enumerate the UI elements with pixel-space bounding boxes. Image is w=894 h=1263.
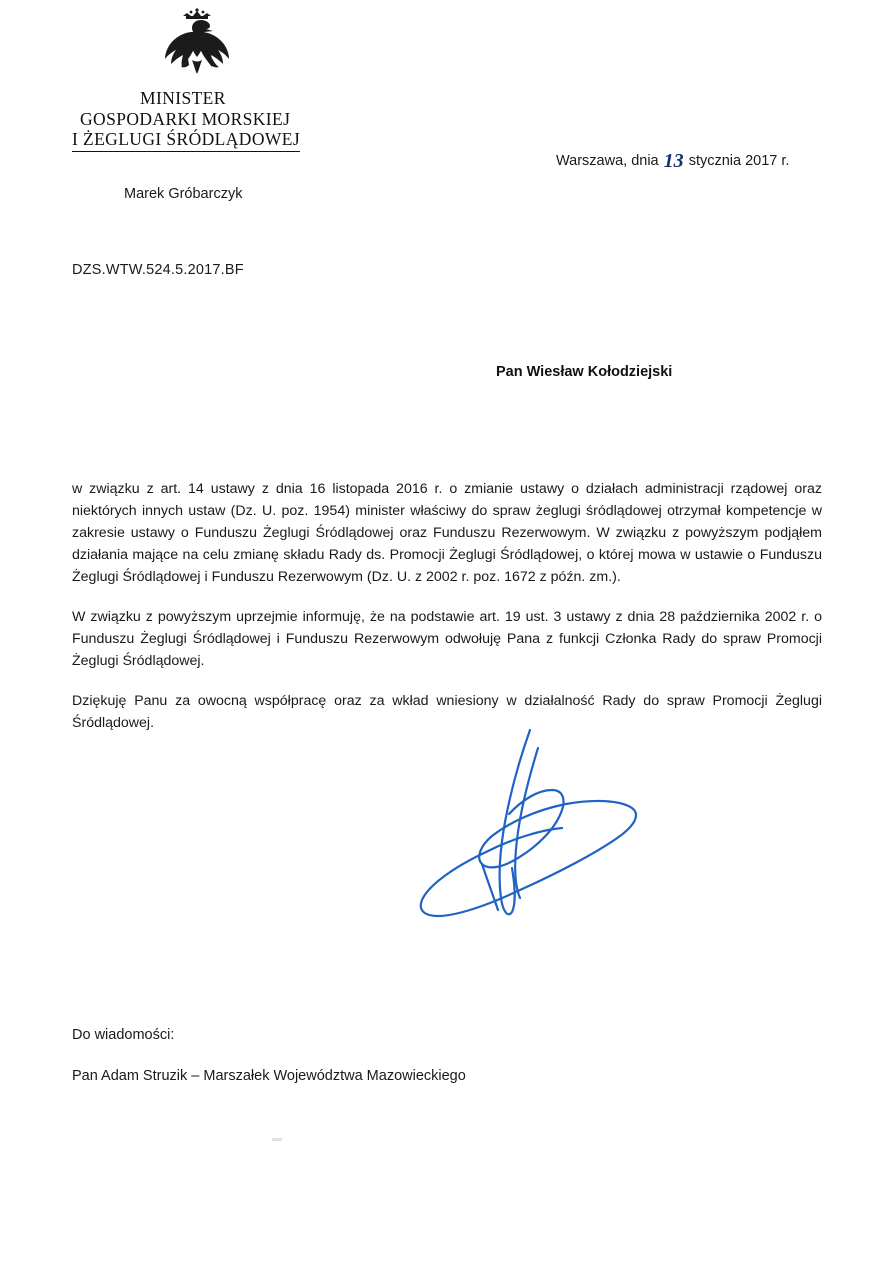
place-date-suffix: stycznia 2017 r. xyxy=(688,153,790,169)
handwritten-day: 13 xyxy=(663,150,684,172)
addressee: Pan Wiesław Kołodziejski xyxy=(496,364,673,380)
scan-artifact xyxy=(272,1138,282,1141)
reference-number: DZS.WTW.524.5.2017.BF xyxy=(72,262,244,278)
body-paragraph-1: w związku z art. 14 ustawy z dnia 16 listopada 2016 r. o zmianie ustawy o działach administracji rządowej oraz niektórych innych ustaw (Dz. U. poz. 1954) minister właściwy do spraw żeglugi śródlądowej otrzymał kompetencje w zakresie ustawy o Funduszu Żeglugi Śródlądowej oraz Funduszu Rezerwowym. W związku z powyższym podjąłem działania mające na celu zmianę składu Rady ds. Promocji Żeglugi Śródlądowej, o której mowa w ustawie o Funduszu Żeglugi Śródlądowej i Funduszu Rezerwowym (Dz. U. z 2002 r. poz. 1672 z późn. zm.). xyxy=(72,481,822,585)
handwritten-signature xyxy=(370,718,670,958)
cc-title: Do wiadomości: xyxy=(72,1027,175,1043)
place-and-date xyxy=(556,148,789,171)
body-paragraph-2: W związku z powyższym uprzejmie informuję, że na podstawie art. 19 ust. 3 ustawy z dnia 28 października 2002 r. o Funduszu Żeglugi Śródlądowej i Funduszu Rezerwowym odwołuję Pana z funkcji Członka Rady do spraw Promocji Żeglugi Śródlądowej. xyxy=(72,609,822,669)
letterhead xyxy=(72,8,412,152)
polish-eagle-emblem-icon xyxy=(154,8,240,82)
signer-name: Marek Gróbarczyk xyxy=(124,186,243,202)
cc-recipient: Pan Adam Struzik – Marszałek Województwa Mazowieckiego xyxy=(72,1068,466,1084)
ministry-line-2: GOSPODARKI MORSKIEJ xyxy=(80,108,291,129)
ministry-line-3: I ŻEGLUGI ŚRÓDLĄDOWEJ xyxy=(72,129,300,152)
ministry-title xyxy=(72,88,412,152)
ministry-line-1: MINISTER xyxy=(140,88,226,108)
place-date-prefix: Warszawa, dnia xyxy=(556,153,659,169)
letter-body xyxy=(72,478,822,734)
body-paragraph-3: Dziękuję Panu za owocną współpracę oraz za wkład wniesiony w działalność Rady do spraw Promocji Żeglugi Śródlądowej. xyxy=(72,693,822,731)
